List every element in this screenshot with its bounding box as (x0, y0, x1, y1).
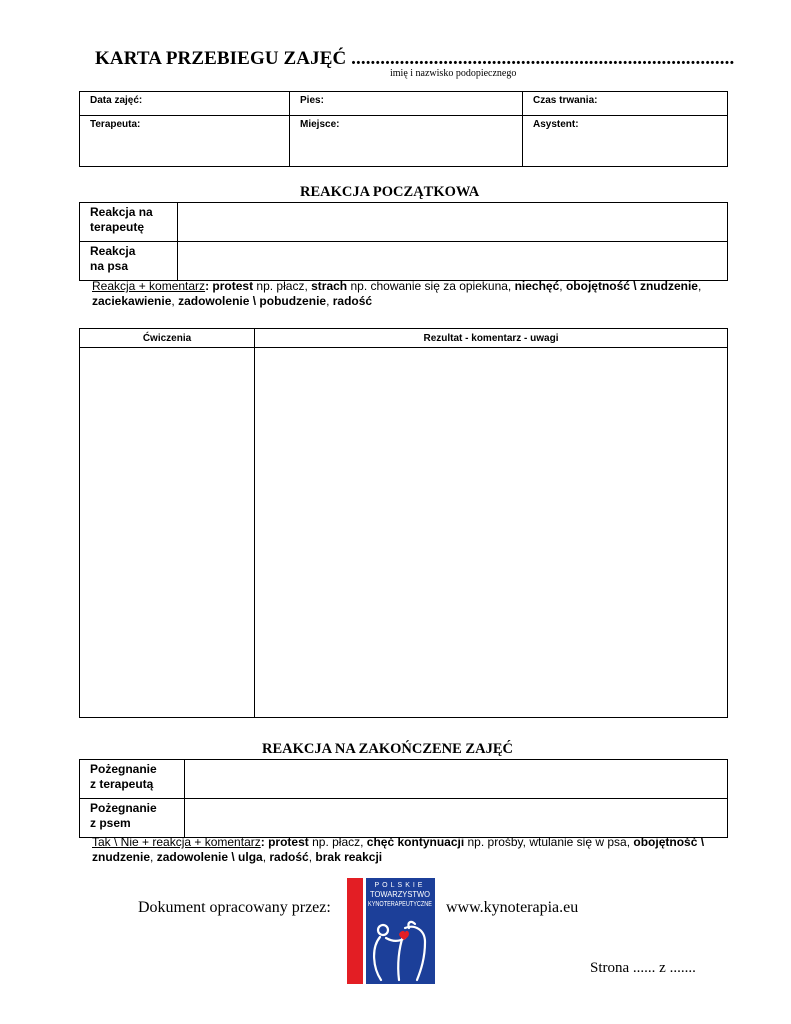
page-title: KARTA PRZEBIEGU ZAJĘĆ ............................................................................... (95, 48, 735, 69)
prepared-by-label: Dokument opracowany przez: (138, 899, 331, 916)
reaction-to-dog-field[interactable] (178, 242, 728, 281)
organization-logo (347, 878, 435, 984)
name-field-caption: imię i nazwisko podopiecznego (390, 68, 517, 79)
therapist-field[interactable] (80, 116, 290, 167)
website-link[interactable]: www.kynoterapia.eu (446, 899, 579, 916)
exercise-table (79, 328, 728, 718)
page-counter: Strona ...... z ....... (590, 960, 696, 976)
farewell-dog-field[interactable] (185, 799, 728, 838)
dog-label: Pies: (300, 95, 324, 106)
farewell-dog-label: Pożegnanie z psem (80, 799, 185, 838)
initial-reaction-table (79, 202, 728, 281)
farewell-therapist-field[interactable] (185, 760, 728, 799)
svg-text:POLSKIE: POLSKIE (374, 882, 426, 889)
initial-reaction-heading: REAKCJA POCZĄTKOWA (300, 184, 480, 200)
results-field[interactable] (255, 348, 728, 718)
reaction-to-therapist-label: Reakcja na terapeutę (80, 203, 178, 242)
initial-reaction-legend: Reakcja + komentarz: protest np. płacz, strach np. chowanie się za opiekuna, niechęć, obojętność \ znudzenie, zaciekawienie, zadowolenie \ pobudzenie, radość (92, 279, 702, 308)
final-reaction-legend: Tak \ Nie + reakcja + komentarz: protest np. płacz, chęć kontynuacji np. prośby, wtulanie się w psa, obojętność \ znudzenie, zadowolenie \ ulga, radość, brak reakcji (92, 835, 705, 864)
svg-text:TOWARZYSTWO: TOWARZYSTWO (370, 890, 430, 899)
assistant-field[interactable] (523, 116, 728, 167)
reaction-to-dog-label: Reakcja na psa (80, 242, 178, 281)
duration-label: Czas trwania: (533, 95, 598, 106)
svg-text:KYNOTERAPEUTYCZNE: KYNOTERAPEUTYCZNE (368, 899, 432, 908)
session-date-label: Data zajęć: (90, 95, 143, 106)
place-field[interactable] (290, 116, 523, 167)
assistant-label: Asystent: (533, 119, 579, 130)
therapist-label: Terapeuta: (90, 119, 141, 130)
farewell-therapist-label: Pożegnanie z terapeutą (80, 760, 185, 799)
duration-field[interactable] (523, 92, 728, 116)
exercises-field[interactable] (80, 348, 255, 718)
place-label: Miejsce: (300, 119, 340, 130)
session-info-table (79, 91, 728, 167)
dog-field[interactable] (290, 92, 523, 116)
final-reaction-heading: REAKCJA NA ZAKOŃCZENE ZAJĘĆ (262, 741, 513, 757)
reaction-to-therapist-field[interactable] (178, 203, 728, 242)
results-column-header: Rezultat - komentarz - uwagi (255, 329, 728, 348)
session-date-field[interactable] (80, 92, 290, 116)
final-reaction-table (79, 759, 728, 838)
exercises-column-header: Ćwiczenia (80, 329, 255, 348)
